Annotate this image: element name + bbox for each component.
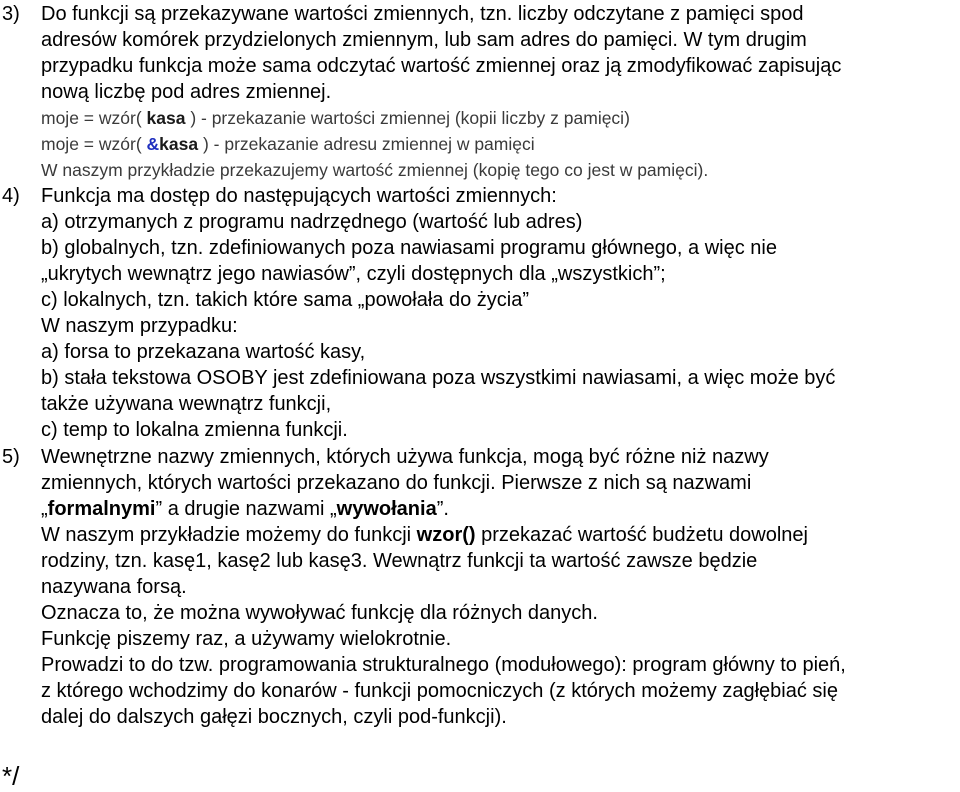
paragraph-line: adresów komórek przydzielonych zmiennym, lub sam adres do pamięci. W tym drugim (41, 29, 807, 51)
address-operator: & (146, 134, 160, 154)
code-example-value: moje = wzór( kasa ) - przekazanie wartości zmiennej (kopii liczby z pamięci) (41, 108, 630, 128)
paragraph-line: także używana wewnątrz funkcji, (41, 393, 332, 415)
term-wywolania: wywołania (336, 498, 437, 520)
paragraph-line: rodziny, tzn. kasę1, kasę2 lub kasę3. Wewnątrz funkcji ta wartość zawsze będzie (41, 550, 758, 572)
paragraph-line: W naszym przypadku: (41, 315, 238, 337)
paragraph-line: nową liczbę pod adres zmiennej. (41, 81, 332, 103)
paragraph-line: z którego wchodzimy do konarów - funkcji pomocniczych (z których możemy zagłębiać się (41, 680, 838, 702)
paragraph-line: c) lokalnych, tzn. takich które sama „powołała do życia” (41, 289, 529, 311)
paragraph-line: b) globalnych, tzn. zdefiniowanych poza nawiasami programu głównego, a więc nie (41, 237, 777, 259)
paragraph-line: dalej do dalszych gałęzi bocznych, czyli pod-funkcji). (41, 706, 507, 728)
paragraph-line: Do funkcji są przekazywane wartości zmiennych, tzn. liczby odczytane z pamięci spod (41, 3, 804, 25)
paragraph-line: „ukrytych wewnątrz jego nawiasów”, czyli dostępnych dla „wszystkich”; (41, 263, 666, 285)
paragraph-line: a) forsa to przekazana wartość kasy, (41, 341, 366, 363)
keyword-kasa: kasa (159, 134, 199, 154)
function-name-wzor: wzor() (416, 524, 476, 546)
code-example-address: moje = wzór( &kasa ) - przekazanie adresu zmiennej w pamięci (41, 134, 535, 154)
paragraph-line: c) temp to lokalna zmienna funkcji. (41, 419, 348, 441)
item-body (41, 183, 959, 443)
paragraph-line: Oznacza to, że można wywoływać funkcję dla różnych danych. (41, 602, 598, 624)
example-note: W naszym przykładzie przekazujemy wartość zmiennej (kopię tego co jest w pamięci). (41, 160, 709, 180)
paragraph-line: Funkcja ma dostęp do następujących wartości zmiennych: (41, 185, 557, 207)
paragraph-line: „formalnymi” a drugie nazwami „wywołania”. (41, 498, 449, 520)
item-body (41, 1, 959, 183)
comment-end-marker: */ (2, 761, 20, 791)
item-body (41, 444, 959, 730)
paragraph-line: Prowadzi to do tzw. programowania strukturalnego (modułowego): program główny to pień, (41, 654, 846, 676)
paragraph-line: zmiennych, których wartości przekazano do funkcji. Pierwsze z nich są nazwami (41, 472, 752, 494)
paragraph-line: a) otrzymanych z programu nadrzędnego (wartość lub adres) (41, 211, 583, 233)
paragraph-line: nazywana forsą. (41, 576, 187, 598)
paragraph-line: przypadku funkcja może sama odczytać wartość zmiennej oraz ją zmodyfikować zapisując (41, 55, 842, 77)
term-formalnymi: formalnymi (47, 498, 156, 520)
item-number: 3) (2, 3, 20, 25)
paragraph-line: Wewnętrzne nazwy zmiennych, których używa funkcja, mogą być różne niż nazwy (41, 446, 769, 468)
item-number: 5) (2, 446, 20, 468)
keyword-kasa: kasa (146, 108, 186, 128)
item-number: 4) (2, 185, 20, 207)
paragraph-line: Funkcję piszemy raz, a używamy wielokrotnie. (41, 628, 452, 650)
paragraph-line: b) stała tekstowa OSOBY jest zdefiniowana poza wszystkimi nawiasami, a więc może być (41, 367, 836, 389)
paragraph-line: W naszym przykładzie możemy do funkcji wzor() przekazać wartość budżetu dowolnej (41, 524, 808, 546)
